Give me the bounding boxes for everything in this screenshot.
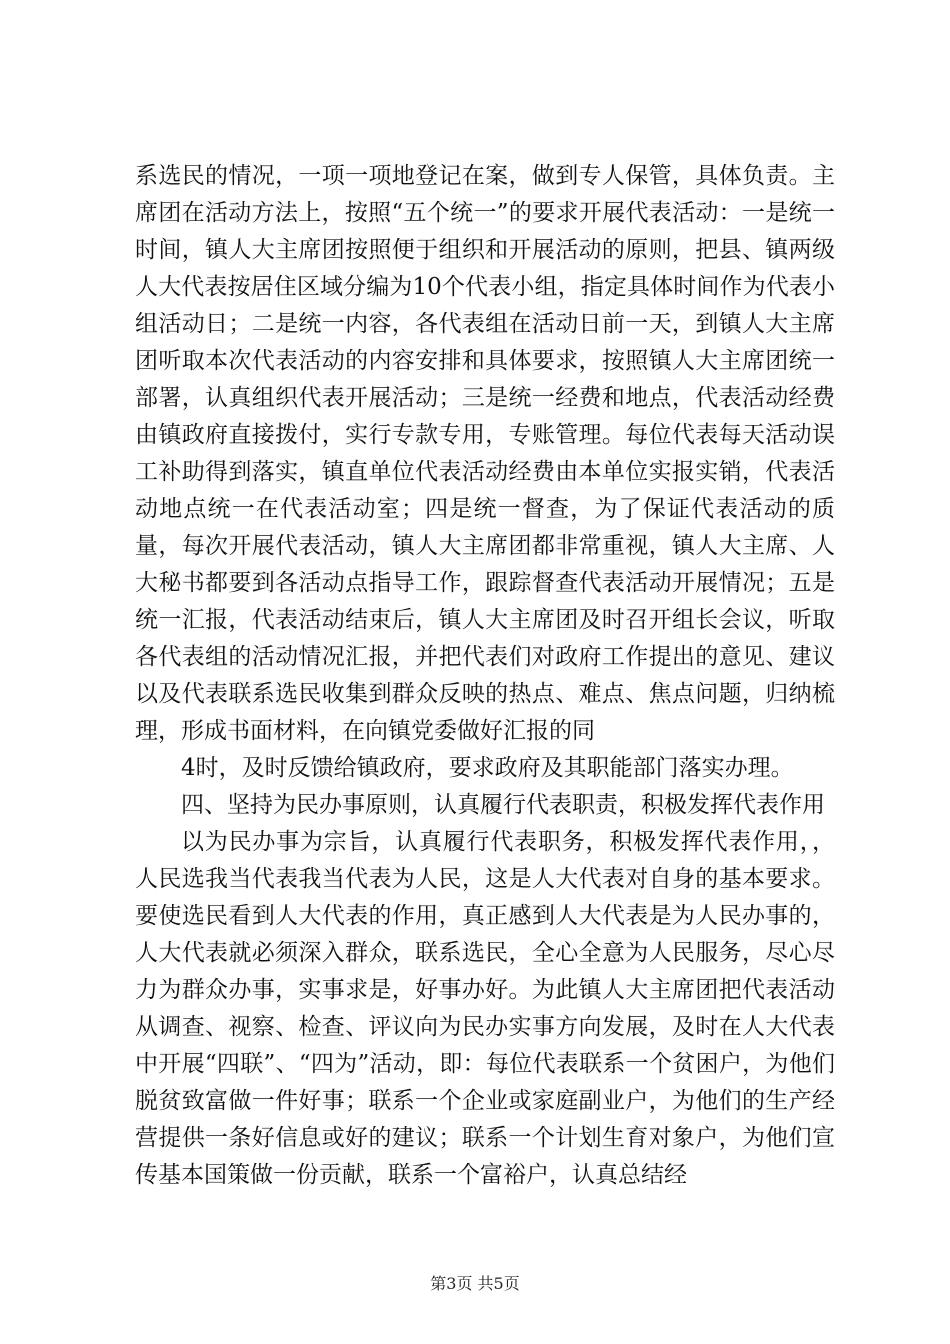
page-footer: 第3页 共5页	[430, 1274, 520, 1293]
paragraph-serve-people: 以为民办事为宗旨，认真履行代表职务，积极发挥代表作用，，人民选我当代表我当代表为人民，这是人大代表对自身的基本要求。要使选民看到人大代表的作用，真正感到人大代表是为人民办事的，人大代表就必须深入群众，联系选民，全心全意为人民服务，尽心尽力为群众办事，实事求是，好事办好。为此镇人大主席团把代表活动从调查、视察、检查、评议向为民办实事方向发展，及时在人大代表中开展“四联”、“四为”活动，即：每位代表联系一个贫困户，为他们脱贫致富做一件好事；联系一个企业或家庭副业户，为他们的生产经营提供一条好信息或好的建议；联系一个计划生育对象户，为他们宣传基本国策做一份贡献，联系一个富裕户，认真总结经	[135, 829, 835, 1188]
document-body	[135, 158, 835, 1194]
section-heading-four: 四、坚持为民办事原则，认真履行代表职责，积极发挥代表作用	[181, 792, 825, 818]
paragraph-feedback: 4时，及时反馈给镇政府，要求政府及其职能部门落实办理。	[181, 755, 794, 781]
paragraph-continuation: 系选民的情况，一项一项地登记在案，做到专人保管，具体负责。主席团在活动方法上，按照“五个统一”的要求开展代表活动：一是统一时间，镇人大主席团按照便于组织和开展活动的原则，把县、镇两级人大代表按居住区域分编为10个代表小组，指定具体时间作为代表小组活动日；二是统一内容，各代表组在活动日前一天，到镇人大主席团听取本次代表活动的内容安排和具体要求，按照镇人大主席团统一部署，认真组织代表开展活动；三是统一经费和地点，代表活动经费由镇政府直接拨付，实行专款专用，专账管理。每位代表每天活动误工补助得到落实，镇直单位代表活动经费由本单位实报实销，代表活动地点统一在代表活动室；四是统一督查，为了保证代表活动的质量，每次开展代表活动，镇人大主席团都非常重视，镇人大主席、人大秘书都要到各活动点指导工作，跟踪督查代表活动开展情况；五是统一汇报，代表活动结束后，镇人大主席团及时召开组长会议，听取各代表组的活动情况汇报，并把代表们对政府工作提出的意见、建议以及代表联系选民收集到群众反映的热点、难点、焦点问题，归纳梳理，形成书面材料，在向镇党委做好汇报的同	[135, 163, 835, 744]
